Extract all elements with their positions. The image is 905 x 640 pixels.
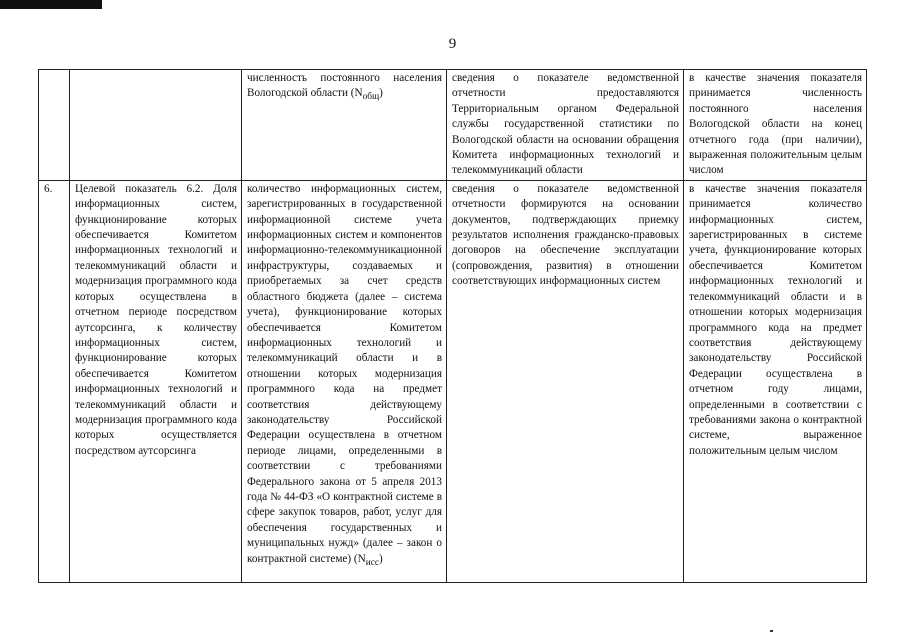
definition-cell	[242, 70, 447, 181]
indicator-cell: Целевой показатель 6.2. Доля информационных систем, функционирование которых обеспечивается Комитетом информационных технологий и телекоммуникаций области и модернизация программного кода которых осуществлена в отчетном периоде посредством аутсорсинга, к количеству информационных систем, функционирование которых обеспечивается Комитетом информационных технологий и телекоммуникаций области и модернизация программного кода которых осуществляется посредством аутсорсинга	[70, 180, 242, 582]
indicator-cell	[70, 70, 242, 181]
definition-subscript: общ	[362, 92, 380, 103]
source-cell: сведения о показателе ведомственной отчетности предоставляются Территориальным органом Федеральной службы государственной статистики по Вологодской области на основании обращения Комитета информационных технологий и телекоммуникаций области	[447, 70, 684, 181]
scan-speck	[770, 630, 773, 632]
definition-tail: )	[379, 552, 383, 565]
method-cell: в качестве значения показателя принимается количество информационных систем, зарегистрированных в системе учета, функционирование которых обеспечивается Комитетом информационных технологий и телекоммуникаций области и в отношении которых модернизация программного кода на предмет соответствия действующему законодательству Российской Федерации осуществлена в отчетном году лицами, определенными в соответствии с требованиями закона о контрактной системе, выраженное положительным целым числом	[684, 180, 867, 582]
definition-text: численность постоянного населения Вологодской области (N	[247, 72, 442, 100]
row-number-cell: 6.	[39, 180, 70, 582]
method-cell: в качестве значения показателя принимается численность постоянного населения Вологодской области на конец отчетного года (при наличии), выраженная положительным целым числом	[684, 70, 867, 181]
definition-cell	[242, 180, 447, 582]
table-row	[39, 180, 867, 582]
definition-subscript: исс	[365, 557, 380, 568]
scan-edge-mark	[0, 0, 102, 9]
definition-tail: )	[379, 87, 383, 100]
table-row	[39, 70, 867, 181]
definition-text: количество информационных систем, зарегистрированных в государственной информационной системе учета информационных систем и компонентов информационно-телекоммуникационной инфраструктуры, создаваемых и приобретаемых за счет средств областного бюджета (далее – система учета), функционирование которых обеспечивается Комитетом информационных технологий и телекоммуникаций области и в отношении которых модернизация программного кода на предмет соответствия действующему законодательству Российской Федерации осуществлена в отчетном периоде лицами, определенными в соответствии с требованиями Федерального закона от 5 апреля 2013 года № 44-ФЗ «О контрактной системе в сфере закупок товаров, работ, услуг для обеспечения государственных и муниципальных нужд» (далее – закон о контрактной системе) (N	[247, 182, 442, 565]
source-cell: сведения о показателе ведомственной отчетности формируются на основании документов, подтверждающих приемку результатов исполнения гражданско-правовых договоров на обеспечение эксплуатации (сопровождения, развития) в отношении соответствующих информационных систем	[447, 180, 684, 582]
row-number-cell	[39, 70, 70, 181]
indicator-table	[38, 69, 867, 583]
page-number: 9	[448, 36, 457, 52]
